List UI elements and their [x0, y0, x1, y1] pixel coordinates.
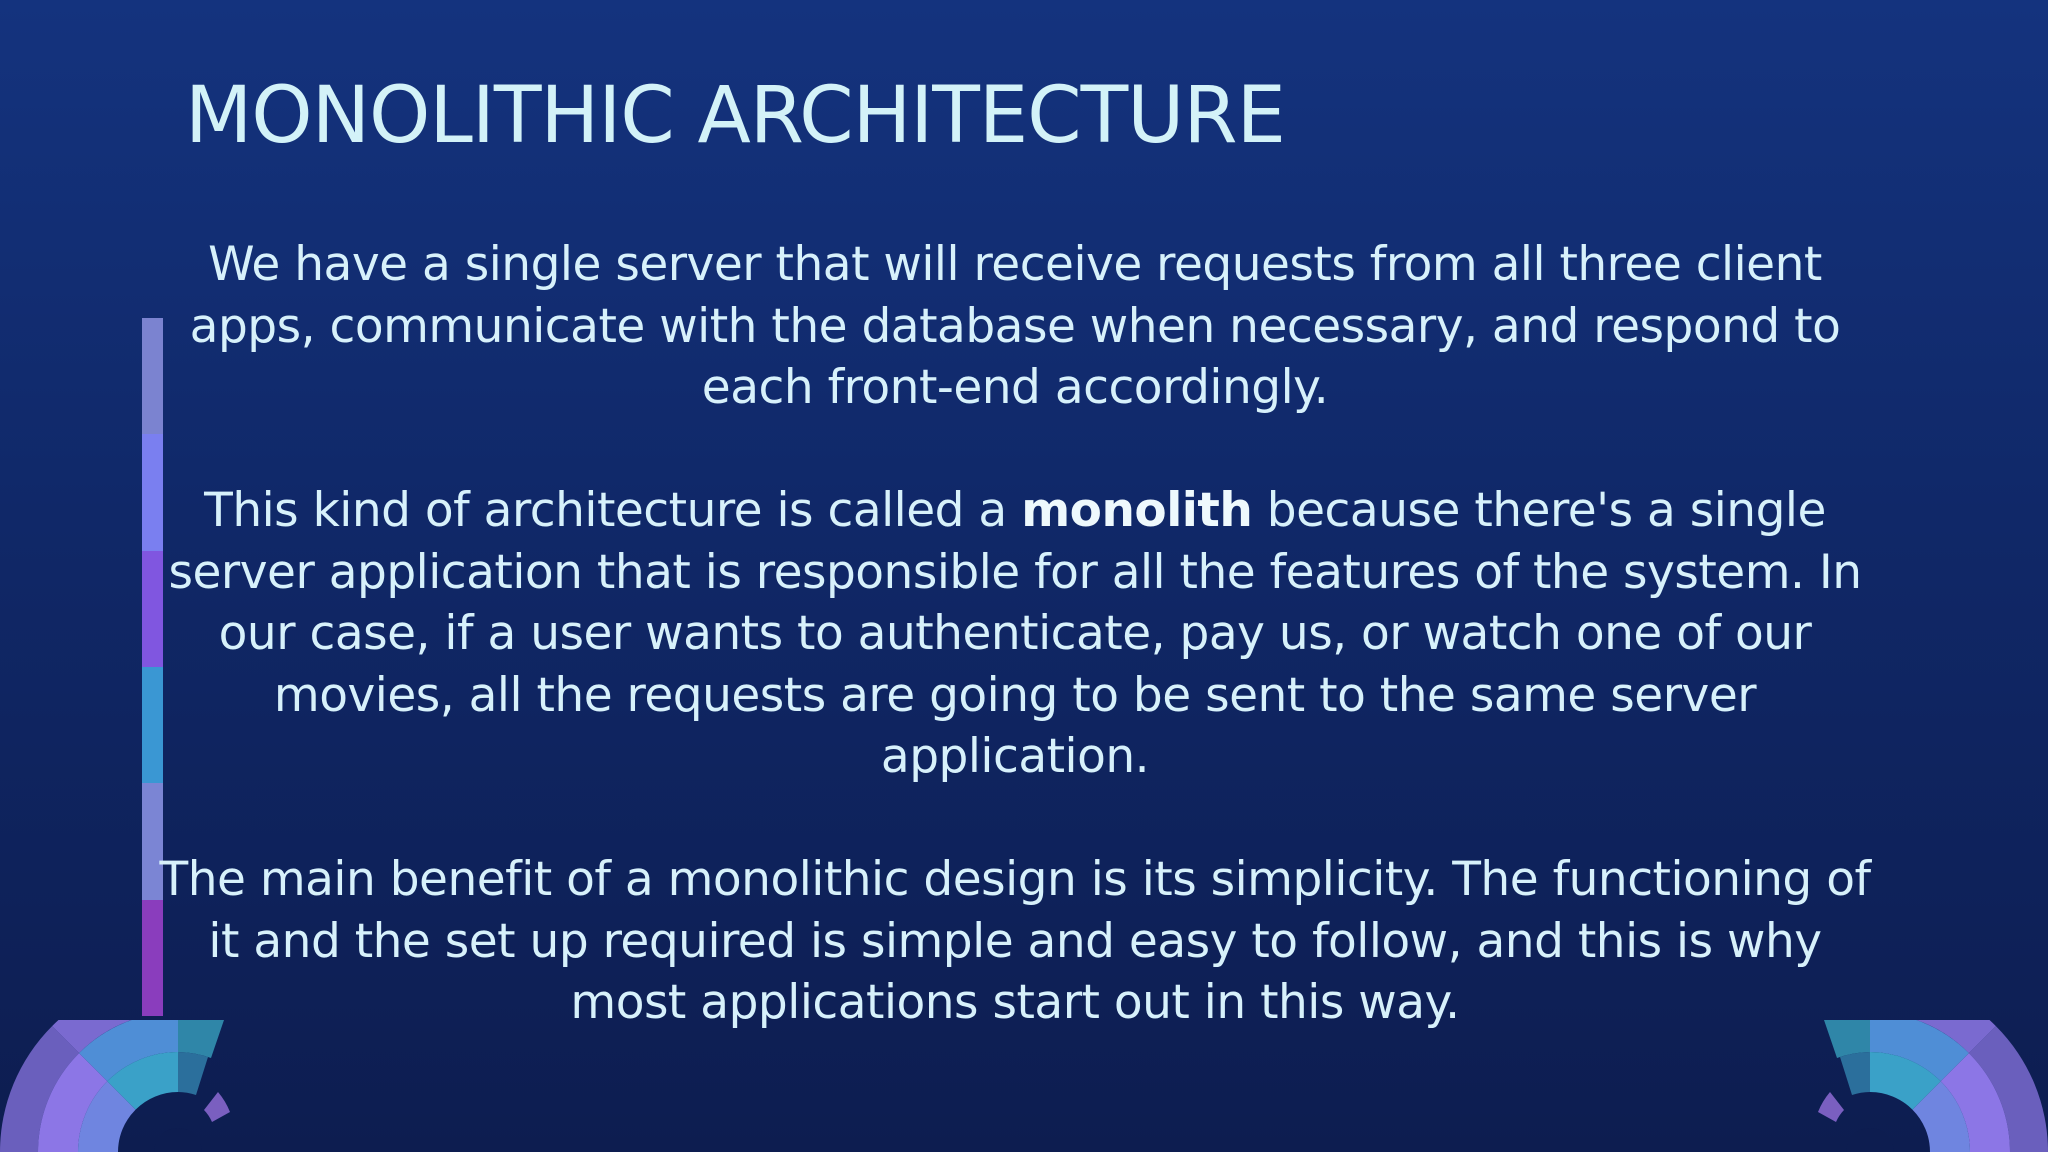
- emphasis-term: monolith: [1021, 483, 1253, 538]
- paragraph-text: The main benefit of a monolithic design is its simplicity. The functioning of it and the set up required is simple and easy to follow, and this is why most applications start out in this way.: [159, 852, 1871, 1030]
- slide-body: [155, 234, 1875, 1034]
- decorative-fan-left-icon: [0, 1020, 240, 1152]
- paragraph-text: We have a single server that will receive requests from all three client apps, communicate with the database when necessary, and respond to each front-end accordingly.: [189, 237, 1841, 415]
- paragraph-text: This kind of architecture is called a: [204, 483, 1022, 538]
- paragraph-single-server: [155, 234, 1875, 419]
- paragraph-benefit: [155, 849, 1875, 1034]
- slide-title: MONOLITHIC ARCHITECTURE: [185, 71, 1285, 161]
- decorative-fan-right-icon: [1808, 1020, 2048, 1152]
- paragraph-monolith-definition: [155, 480, 1875, 788]
- paragraph-text: because there's a single server application that is responsible for all the features of the system. In our case, if a user wants to authenticate, pay us, or watch one of our movies, all the requests are going to be sent to the same server application.: [168, 483, 1862, 784]
